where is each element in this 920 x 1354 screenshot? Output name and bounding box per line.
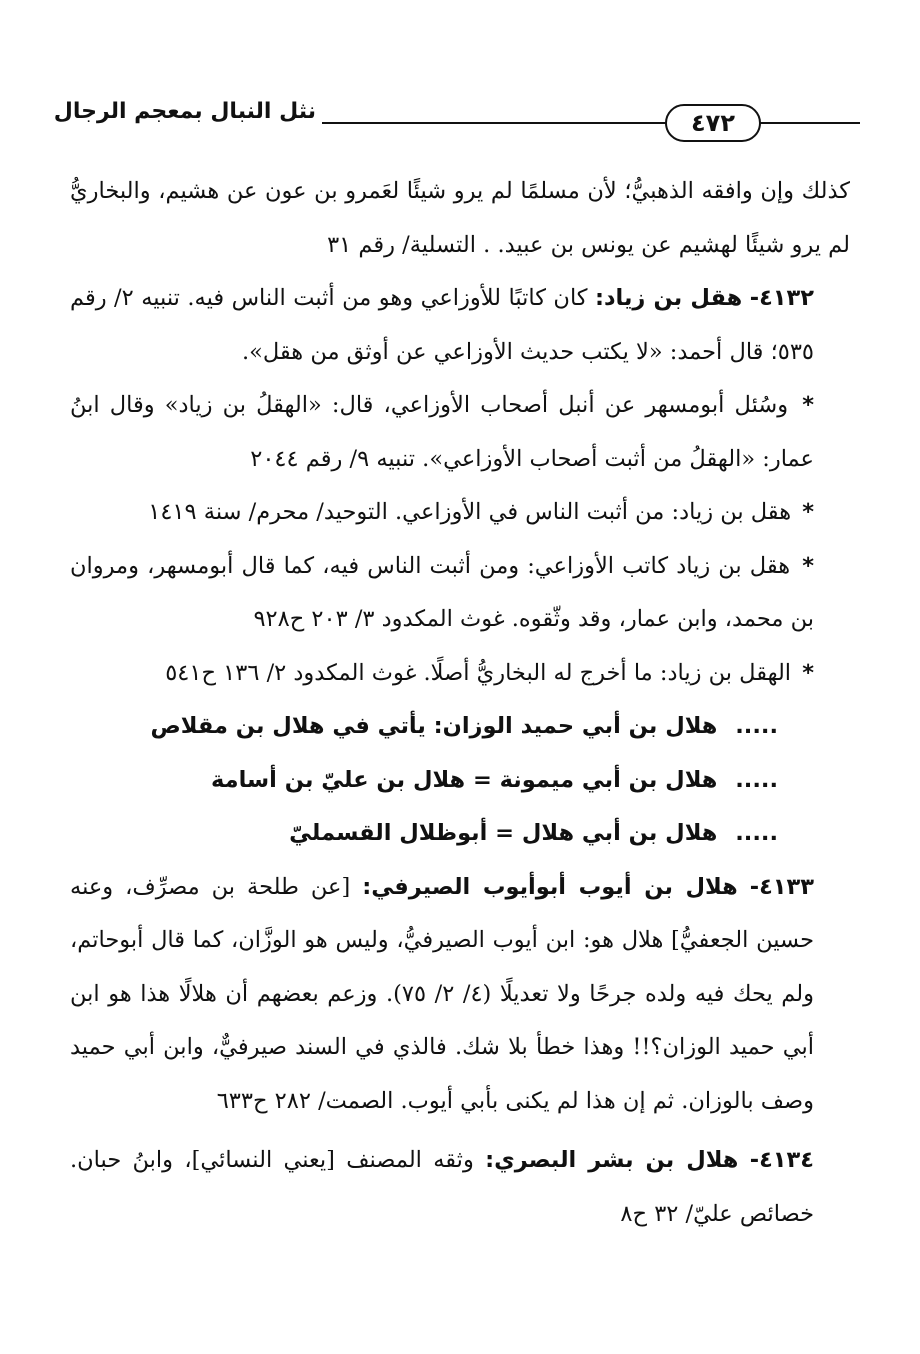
note-text: هقل بن زياد كاتب الأوزاعي: ومن أثبت الناس فيه، كما قال أبومسهر، ومروان بن محمد، وابن عمار، وقد وثّقوه. غوث المكدود ٣/ ٢٠٣ ح٩٢٨ <box>70 552 814 632</box>
leader-dots: ..... <box>735 820 778 846</box>
asterisk-icon: * <box>802 392 814 418</box>
paragraph-text: كذلك وإن وافقه الذهبيُّ؛ لأن مسلمًا لم يرو شيئًا لعَمرو بن عون عن هشيم، والبخاريُّ لم يرو شيئًا لهشيم عن يونس بن عبيد. . التسلية/ رقم ٣١ <box>70 178 850 258</box>
entry-name: هلال بن بشر البصري: <box>485 1147 739 1173</box>
note-paragraph <box>70 647 850 701</box>
entry-number: ٤١٣٣- <box>749 873 814 900</box>
page-body <box>70 165 850 1241</box>
running-title: نثل النبال بمعجم الرجال <box>60 98 322 126</box>
entry-text: [عن طلحة بن مصرِّف، وعنه حسين الجعفيُّ] هلال هو: ابن أيوب الصيرفيُّ، وليس هو الوزَّان، كما قال أبوحاتم، ولم يحك فيه ولده جرحًا ولا تعديلًا (٤/ ٢/ ٧٥). وزعم بعضهم أن هلالًا هذا هو ابن أبي حميد الوزان؟!! وهذا خطأ بلا شك. فالذي في السند صيرفيٌّ، وابن أبي حميد وصف بالوزان. ثم إن هذا لم يكنى بأبي أيوب. الصمت/ ٢٨٢ ح٦٣٣ <box>70 873 814 1114</box>
entry-name: هلال بن أيوب أبوأيوب الصيرفي: <box>362 873 738 900</box>
leader-dots: ..... <box>735 713 778 739</box>
cross-reference <box>70 807 850 861</box>
entry-4132 <box>70 272 850 379</box>
cross-reference <box>70 700 850 754</box>
asterisk-icon: * <box>802 499 814 525</box>
note-paragraph <box>70 379 850 486</box>
entry-text: وثقه المصنف [يعني النسائي]، وابنُ حبان. خصائص عليّ/ ٣٢ ح٨ <box>70 1147 814 1227</box>
entry-name: هقل بن زياد: <box>594 285 743 311</box>
note-text: الهقل بن زياد: ما أخرج له البخاريُّ أصلًا. غوث المكدود ٢/ ١٣٦ ح٥٤١ <box>165 659 792 686</box>
note-text: وسُئل أبومسهر عن أنبل أصحاب الأوزاعي، قال: «الهقلُ بن زياد» وقال ابنُ عمار: «الهقلُ من أثبت أصحاب الأوزاعي». تنبيه ٩/ رقم ٢٠٤٤ <box>70 392 814 472</box>
leader-dots: ..... <box>735 766 778 793</box>
note-paragraph <box>70 486 850 540</box>
note-paragraph <box>70 540 850 647</box>
cross-reference <box>70 754 850 808</box>
entry-4134 <box>70 1134 850 1241</box>
cross-reference-text: هلال بن أبي ميمونة = هلال بن عليّ بن أسامة <box>211 766 718 793</box>
entry-4133 <box>70 861 850 1129</box>
page-header <box>53 96 860 148</box>
paragraph-continuation <box>70 165 850 272</box>
entry-text: كان كاتبًا للأوزاعي وهو من أثبت الناس فيه. تنبيه ٢/ رقم ٥٣٥؛ قال أحمد: «لا يكتب حديث الأوزاعي عن أوثق من هقل». <box>70 285 814 365</box>
asterisk-icon: * <box>802 552 814 579</box>
cross-reference-text: هلال بن أبي هلال = أبوظلال القسمليّ <box>289 820 718 846</box>
cross-reference-text: هلال بن أبي حميد الوزان: يأتي في هلال بن مقلاص <box>150 713 718 739</box>
asterisk-icon: * <box>802 659 814 686</box>
note-text: هقل بن زياد: من أثبت الناس في الأوزاعي. التوحيد/ محرم/ سنة ١٤١٩ <box>148 499 792 525</box>
entry-number: ٤١٣٤- <box>749 1147 814 1173</box>
page-number: ٤٧٢ <box>665 104 761 142</box>
entry-number: ٤١٣٢- <box>749 285 814 311</box>
